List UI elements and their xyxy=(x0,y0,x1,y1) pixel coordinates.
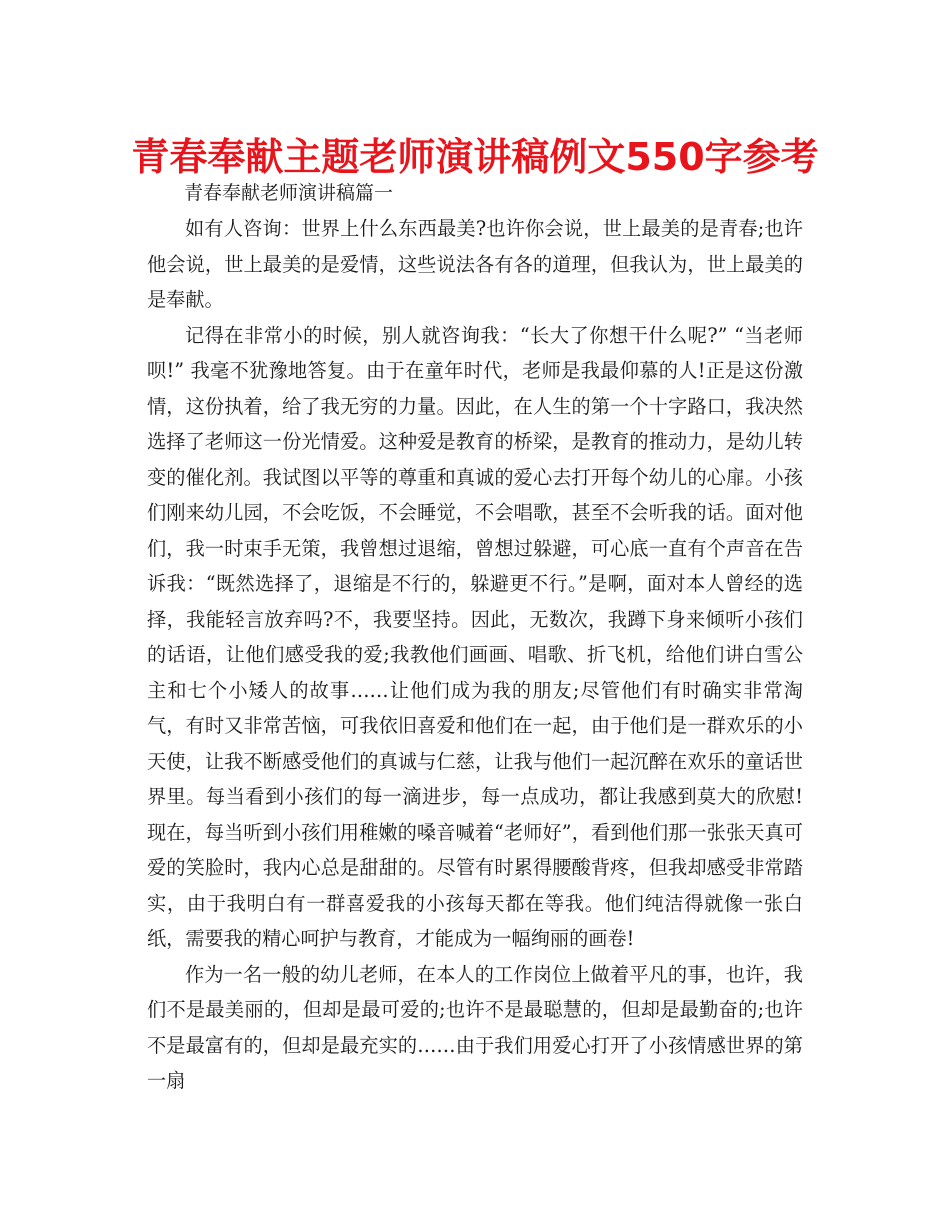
paragraph: 记得在非常小的时候，别人就咨询我：“长大了你想干什么呢?” “当老师呗!” 我毫不犹豫地答复。由于在童年时代，老师是我最仰慕的人!正是这份激情，这份执着，给了我无穷的力量。因此，在人生的第一个十字路口，我决然选择了老师这一份光情爱。这种爱是教育的桥梁，是教育的推动力，是幼儿转变的催化剂。我试图以平等的尊重和真诚的爱心去打开每个幼儿的心扉。小孩们刚来幼儿园，不会吃饭，不会睡觉，不会唱歌，甚至不会听我的话。面对他们，我一时束手无策，我曾想过退缩，曾想过躲避，可心底一直有个声音在告诉我：“既然选择了，退缩是不行的，躲避更不行。”是啊，面对本人曾经的选择，我能轻言放弃吗?不，我要坚持。因此，无数次，我蹲下身来倾听小孩们的话语，让他们感受我的爱;我教他们画画、唱歌、折飞机，给他们讲白雪公主和七个小矮人的故事……让他们成为我的朋友;尽管他们有时确实非常淘气，有时又非常苦恼，可我依旧喜爱和他们在一起，由于他们是一群欢乐的小天使，让我不断感受他们的真诚与仁慈，让我与他们一起沉醉在欢乐的童话世界里。每当看到小孩们的每一滴进步，每一点成功，都让我感到莫大的欣慰!现在，每当听到小孩们用稚嫩的嗓音喊着“老师好”，看到他们那一张张天真可爱的笑脸时，我内心总是甜甜的。尽管有时累得腰酸背疼，但我却感受非常踏实，由于我明白有一群喜爱我的小孩每天都在等我。他们纯洁得就像一张白纸，需要我的精心呵护与教育，才能成为一幅绚丽的画卷! xyxy=(147,323,803,950)
document-title: 青春奉献主题老师演讲稿例文550字参考 xyxy=(131,135,819,179)
section-subtitle: 青春奉献老师演讲稿篇一 xyxy=(184,182,394,204)
paragraph: 如有人咨询：世界上什么东西最美?也许你会说，世上最美的是青春;也许他会说，世上最美的是爱情，这些说法各有各的道理，但我认为，世上最美的是奉献。 xyxy=(147,217,803,311)
paragraph: 作为一名一般的幼儿老师，在本人的工作岗位上做着平凡的事，也许，我们不是最美丽的，但却是最可爱的;也许不是最聪慧的，但却是最勤奋的;也许不是最富有的，但却是最充实的……由于我们用爱心打开了小孩情感世界的第一扇 xyxy=(147,962,803,1092)
document-body xyxy=(147,211,803,1099)
